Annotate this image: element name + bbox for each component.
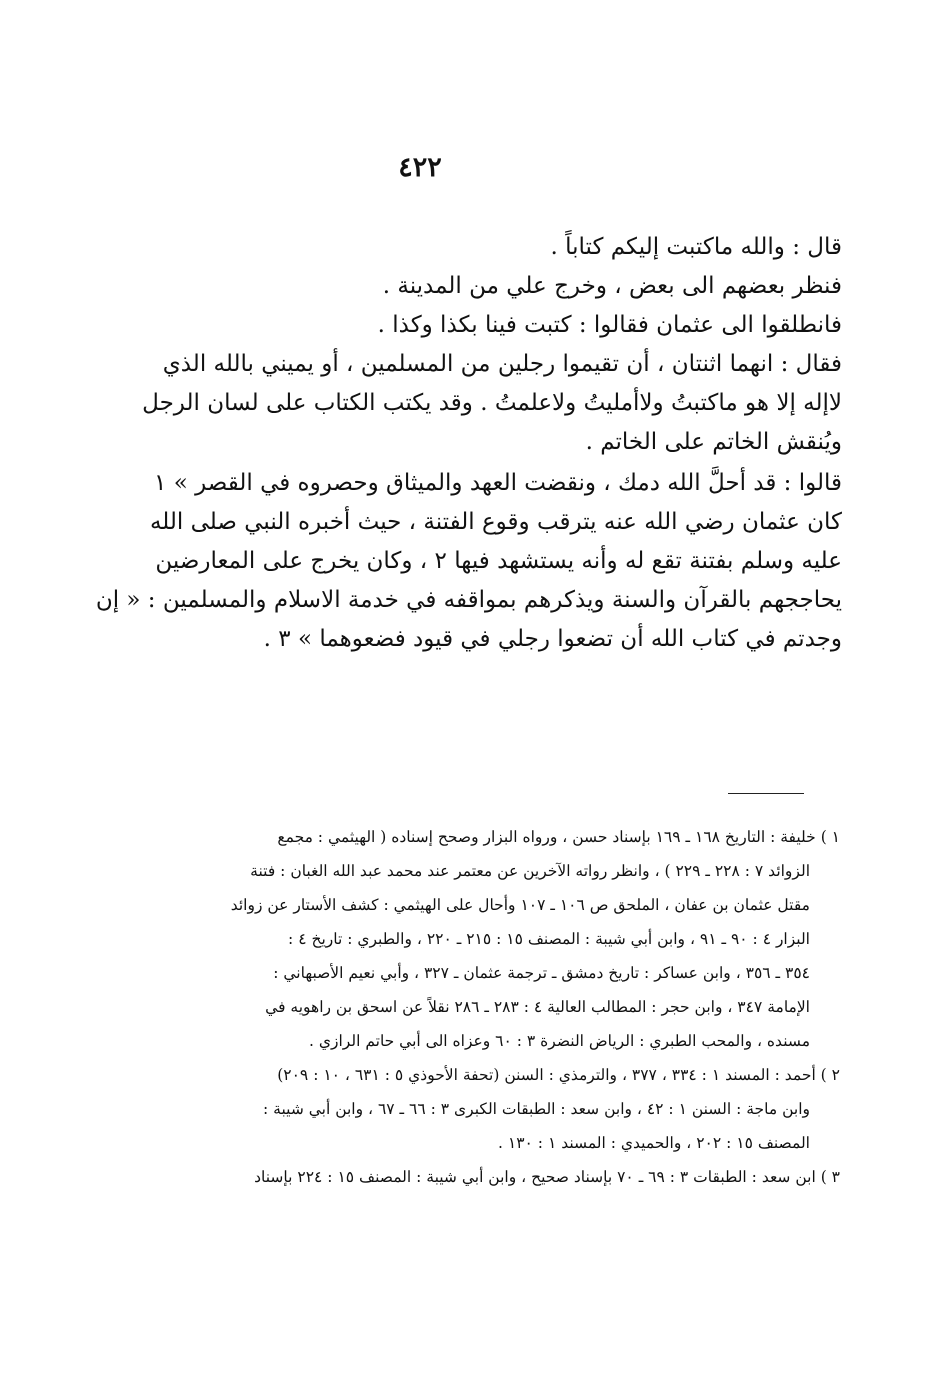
footnote-line: ٣٥٤ ـ ٣٥٦ ، وابن عساكر : تاريخ دمشق ـ ترجمة عثمان ـ ٣٢٧ ، وأبي نعيم الأصبهاني : <box>273 964 810 982</box>
footnote-line: البزار ٤ : ٩٠ ـ ٩١ ، وابن أبي شيبة : المصنف ١٥ : ٢١٥ ـ ٢٢٠ ، والطبري : تاريخ ٤ : <box>288 930 810 948</box>
footnote-line: مسنده ، والمحب الطبري : الرياض النضرة ٣ : ٦٠ وعزاه الى أبي حاتم الرازي . <box>309 1032 810 1050</box>
main-text <box>82 228 842 659</box>
footnotes <box>124 820 840 1194</box>
text-line: ويُنقش الخاتم على الخاتم . <box>585 429 842 455</box>
text-line: فانطلقوا الى عثمان فقالوا : كتبت فينا بكذا وكذا . <box>377 312 842 338</box>
text-line: يحاججهم بالقرآن والسنة ويذكرهم بمواقفه في خدمة الاسلام والمسلمين : « إن <box>95 587 842 613</box>
footnote-line: الإمامة ٣٤٧ ، وابن حجر : المطالب العالية ٤ : ٢٨٣ ـ ٢٨٦ نقلاً عن اسحق بن راهويه في <box>265 998 810 1016</box>
footnote-separator <box>728 793 804 794</box>
footnote-line: المصنف ١٥ : ٢٠٢ ، والحميدي : المسند ١ : ١٣٠ . <box>498 1134 810 1152</box>
text-line: فقال : انهما اثنتان ، أن تقيموا رجلين من المسلمين ، أو يميني بالله الذي <box>162 351 842 377</box>
text-line: قالوا : قد أحلَّ الله دمك ، ونقضت العهد والميثاق وحصروه في القصر » ١ <box>154 470 842 496</box>
text-line: قال : والله ماكتبت إليكم كتاباً . <box>550 234 842 260</box>
footnote-line: ٣ ) ابن سعد : الطبقات ٣ : ٦٩ ـ ٧٠ بإسناد صحيح ، وابن أبي شيبة : المصنف ١٥ : ٢٢٤ بإسناد <box>254 1168 840 1186</box>
footnote-line: الزوائد ٧ : ٢٢٨ ـ ٢٢٩ ) ، وانظر رواته الآخرين عن معتمر عند محمد عبد الله الغبان : فتنة <box>250 862 810 880</box>
text-line: كان عثمان رضي الله عنه يترقب وقوع الفتنة ، حيث أخبره النبي صلى الله <box>149 509 842 535</box>
footnote-line: وابن ماجة : السنن ١ : ٤٢ ، وابن سعد : الطبقات الكبرى ٣ : ٦٦ ـ ٦٧ ، وابن أبي شيبة : <box>263 1100 810 1118</box>
footnote-line: ٢ ) أحمد : المسند ١ : ٣٣٤ ، ٣٧٧ ، والترمذي : السنن (تحفة الأحوذي ٥ : ٦٣١ ، ١٠ : ٢٠٩) <box>277 1066 840 1084</box>
text-line: عليه وسلم بفتنة تقع له وأنه يستشهد فيها ٢ ، وكان يخرج على المعارضين <box>155 548 842 574</box>
text-line: وجدتم في كتاب الله أن تضعوا رجلي في قيود فضعوهما » ٣ . <box>263 626 842 652</box>
footnote-line: مقتل عثمان بن عفان ، الملحق ص ١٠٦ ـ ١٠٧ وأحال على الهيثمي : كشف الأستار عن زوائد <box>230 896 810 914</box>
text-line: لاإله إلا هو ماكتبتُ ولاأمليتُ ولاعلمتُ . وقد يكتب الكتاب على لسان الرجل <box>142 390 842 416</box>
footnote-line: ١ ) خليفة : التاريخ ١٦٨ ـ ١٦٩ بإسناد حسن ، ورواه البزار وصحح إسناده ( الهيثمي : مجمع <box>277 828 840 846</box>
text-line: فنظر بعضهم الى بعض ، وخرج علي من المدينة . <box>382 273 842 299</box>
page-number: ٤٢٢ <box>398 152 442 183</box>
